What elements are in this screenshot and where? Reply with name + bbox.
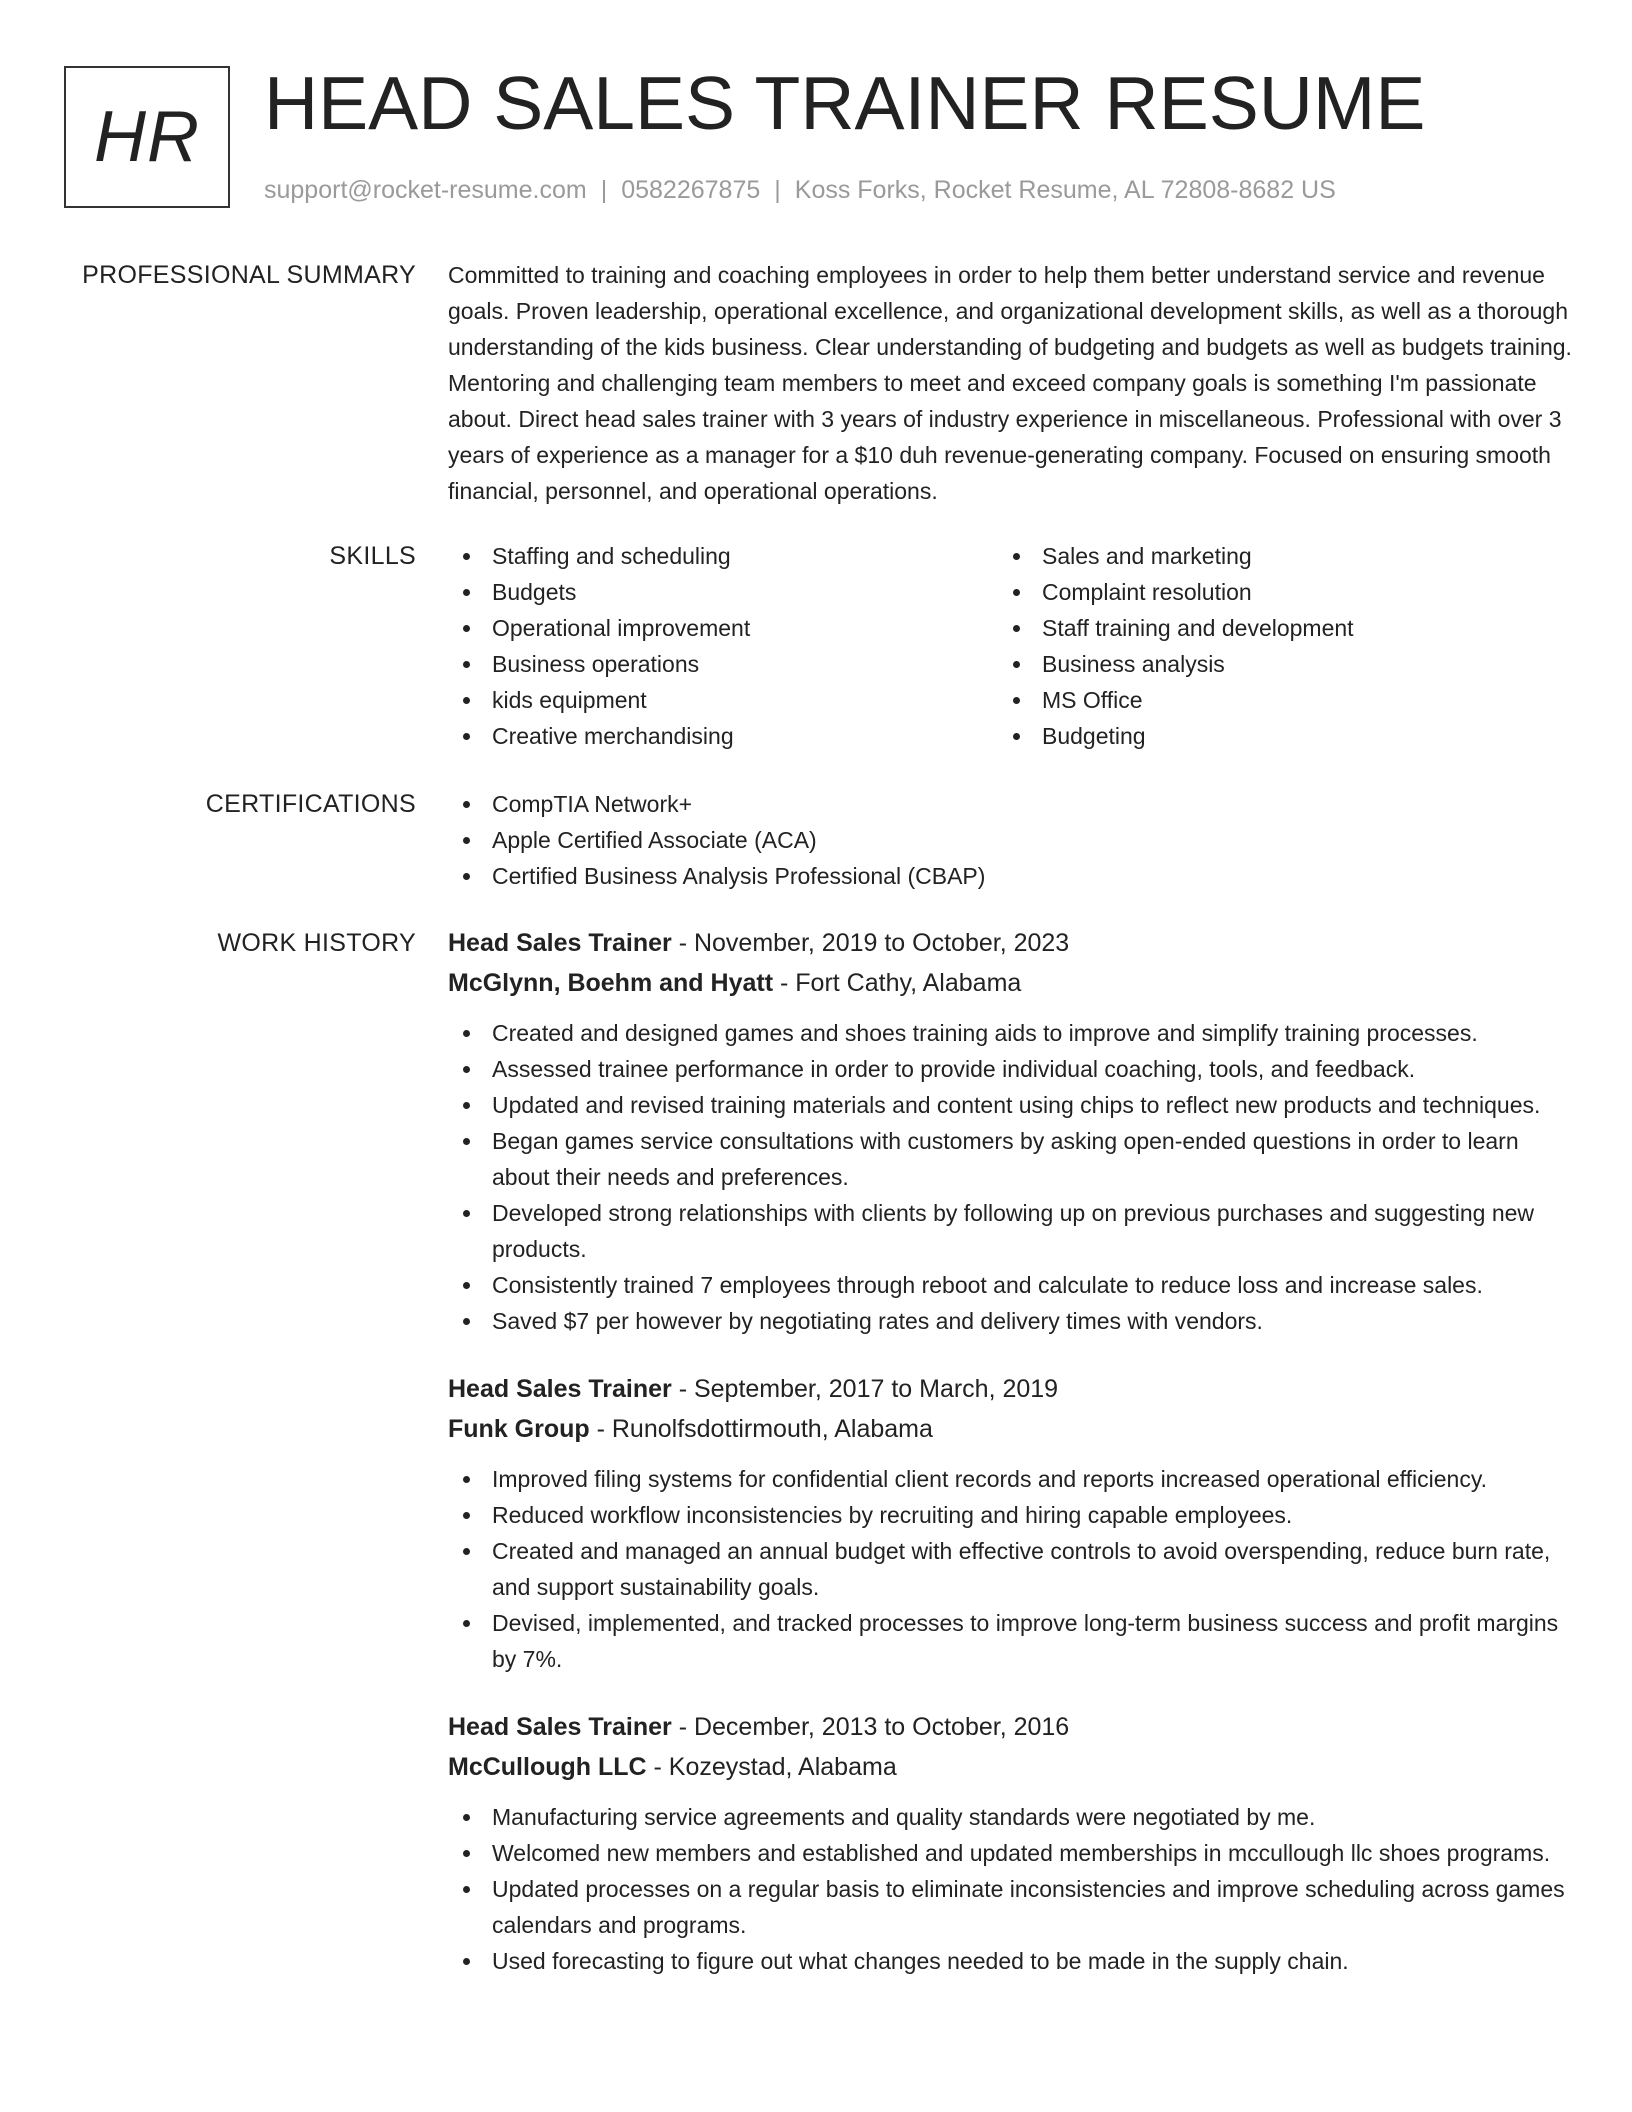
job-role: Head Sales Trainer (448, 1713, 672, 1741)
certifications-heading: CERTIFICATIONS (205, 790, 416, 818)
job-bullet: Consistently trained 7 employees through reboot and calculate to reduce loss and increase sales. (448, 1267, 1573, 1303)
job-company-line (448, 1409, 1573, 1449)
job-bullet: Assessed trainee performance in order to provide individual coaching, tools, and feedback. (448, 1051, 1573, 1087)
job-bullet: Saved $7 per however by negotiating rates and delivery times with vendors. (448, 1303, 1573, 1339)
job-bullet: Created and designed games and shoes training aids to improve and simplify training processes. (448, 1015, 1573, 1051)
certification-item: CompTIA Network+ (448, 786, 1573, 822)
job-dates: - December, 2013 to October, 2016 (678, 1713, 1070, 1741)
job-dates: - November, 2019 to October, 2023 (678, 929, 1070, 957)
skill-item: Sales and marketing (998, 538, 1548, 574)
job-company: Funk Group (448, 1415, 590, 1443)
job-bullet: Used forecasting to figure out what changes needed to be made in the supply chain. (448, 1943, 1573, 1979)
job-title-line (448, 1707, 1573, 1747)
job-company-line (448, 1747, 1573, 1787)
work-history-section (448, 923, 1573, 2009)
job-entry (448, 1369, 1573, 1677)
contact-email: support@rocket-resume.com (264, 176, 587, 204)
job-bullet: Updated and revised training materials and content using chips to reflect new products and techniques. (448, 1087, 1573, 1123)
skill-item: Complaint resolution (998, 574, 1548, 610)
job-role: Head Sales Trainer (448, 929, 672, 957)
job-entry (448, 1707, 1573, 1979)
contact-separator: | (600, 176, 608, 204)
skills-heading: SKILLS (329, 542, 416, 570)
job-bullet: Updated processes on a regular basis to eliminate inconsistencies and improve scheduling across games calendars and programs. (448, 1871, 1573, 1943)
skills-section (448, 538, 1573, 754)
summary-heading: PROFESSIONAL SUMMARY (82, 261, 416, 289)
skill-item: Business analysis (998, 646, 1548, 682)
job-company: McGlynn, Boehm and Hyatt (448, 969, 774, 997)
skill-item: Business operations (448, 646, 998, 682)
job-title-line (448, 1369, 1573, 1409)
job-entry (448, 923, 1573, 1339)
certifications-section (448, 786, 1573, 894)
job-bullet: Created and managed an annual budget with effective controls to avoid overspending, reduce burn rate, and support sustainability goals. (448, 1533, 1573, 1605)
summary-text: Committed to training and coaching employees in order to help them better understand service and revenue goals. Proven leadership, operational excellence, and organizational development skills, as well as a thorough understanding of the kids business. Clear understanding of budgeting and budgets as well as budgets training. Mentoring and challenging team members to meet and exceed company goals is something I'm passionate about. Direct head sales trainer with 3 years of industry experience in miscellaneous. Professional with over 3 years of experience as a manager for a $10 duh revenue-generating company. Focused on ensuring smooth financial, personnel, and operational operations. (448, 262, 1572, 504)
job-location: - Runolfsdottirmouth, Alabama (596, 1415, 933, 1443)
job-title-line (448, 923, 1573, 963)
certification-item: Apple Certified Associate (ACA) (448, 822, 1573, 858)
job-location: - Kozeystad, Alabama (653, 1753, 897, 1781)
job-bullet: Improved filing systems for confidential client records and reports increased operational efficiency. (448, 1461, 1573, 1497)
skill-item: kids equipment (448, 682, 998, 718)
skill-item: Budgeting (998, 718, 1548, 754)
skills-list-right (998, 538, 1548, 754)
monogram-initials: HR (94, 97, 200, 177)
skill-item: Staffing and scheduling (448, 538, 998, 574)
job-bullets (448, 1799, 1573, 1979)
contact-phone: 0582267875 (621, 176, 761, 204)
skill-item: Budgets (448, 574, 998, 610)
job-bullets (448, 1461, 1573, 1677)
job-bullet: Developed strong relationships with clients by following up on previous purchases and suggesting new products. (448, 1195, 1573, 1267)
contact-line (264, 175, 1336, 205)
summary-section (448, 257, 1573, 509)
job-bullet: Devised, implemented, and tracked processes to improve long-term business success and profit margins by 7%. (448, 1605, 1573, 1677)
contact-separator: | (774, 176, 781, 204)
job-company: McCullough LLC (448, 1753, 647, 1781)
job-dates: - September, 2017 to March, 2019 (678, 1375, 1059, 1403)
work-history-heading: WORK HISTORY (217, 929, 416, 957)
skill-item: Operational improvement (448, 610, 998, 646)
job-bullet: Began games service consultations with customers by asking open-ended questions in order to learn about their needs and preferences. (448, 1123, 1573, 1195)
skill-item: Staff training and development (998, 610, 1548, 646)
certifications-list (448, 786, 1573, 894)
certification-item: Certified Business Analysis Professional (CBAP) (448, 858, 1573, 894)
job-bullet: Reduced workflow inconsistencies by recruiting and hiring capable employees. (448, 1497, 1573, 1533)
skills-list-left (448, 538, 998, 754)
contact-address: Koss Forks, Rocket Resume, AL 72808-8682 US (794, 176, 1336, 204)
monogram-box (64, 66, 230, 208)
job-location: - Fort Cathy, Alabama (780, 969, 1022, 997)
job-role: Head Sales Trainer (448, 1375, 672, 1403)
job-company-line (448, 963, 1573, 1003)
job-bullet: Manufacturing service agreements and quality standards were negotiated by me. (448, 1799, 1573, 1835)
job-bullet: Welcomed new members and established and updated memberships in mccullough llc shoes programs. (448, 1835, 1573, 1871)
skill-item: MS Office (998, 682, 1548, 718)
job-bullets (448, 1015, 1573, 1339)
skill-item: Creative merchandising (448, 718, 998, 754)
resume-title: HEAD SALES TRAINER RESUME (264, 61, 1426, 145)
